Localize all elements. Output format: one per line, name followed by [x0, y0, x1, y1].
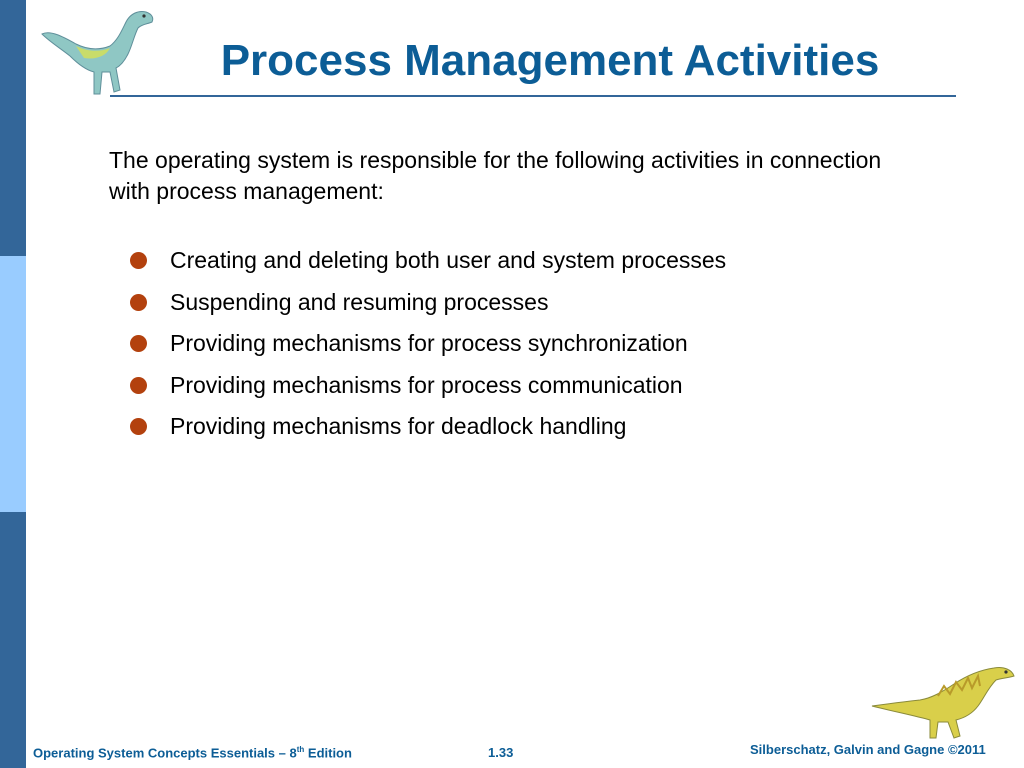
bullet-text: Providing mechanisms for process synchronization [170, 330, 688, 357]
bullet-dot-icon [130, 294, 147, 311]
footer-copyright: Silberschatz, Galvin and Gagne ©2011 [750, 742, 986, 757]
bullet-item [130, 406, 726, 448]
title-divider [110, 95, 956, 97]
footer-book-suffix: Edition [304, 745, 352, 761]
bullet-item [130, 365, 726, 407]
side-bar-top [0, 0, 26, 256]
slide-title: Process Management Activities [220, 36, 880, 85]
side-bar-middle [0, 256, 26, 512]
footer-page-number: 1.33 [488, 745, 514, 760]
bullet-dot-icon [130, 252, 147, 269]
bullet-dot-icon [130, 377, 147, 394]
side-bar-bottom [0, 512, 26, 768]
bullet-list [130, 240, 726, 448]
footer-book-sup: th [296, 745, 305, 754]
bullet-text: Providing mechanisms for process communication [170, 371, 683, 398]
bullet-item [130, 240, 726, 282]
intro-text: The operating system is responsible for the following activities in connection with process management: [109, 147, 882, 204]
footer-book-title [33, 745, 352, 760]
bullet-dot-icon [130, 335, 147, 352]
bullet-text: Creating and deleting both user and system processes [170, 247, 727, 274]
bullet-dot-icon [130, 418, 147, 435]
footer-book-prefix: Operating System Concepts Essentials – 8 [33, 745, 297, 761]
bullet-text: Suspending and resuming processes [170, 288, 549, 315]
dinosaur-icon [36, 6, 156, 98]
dinosaur-icon [868, 658, 1016, 740]
bullet-item [130, 282, 726, 324]
bullet-item [130, 323, 726, 365]
bullet-text: Providing mechanisms for deadlock handling [170, 413, 627, 440]
